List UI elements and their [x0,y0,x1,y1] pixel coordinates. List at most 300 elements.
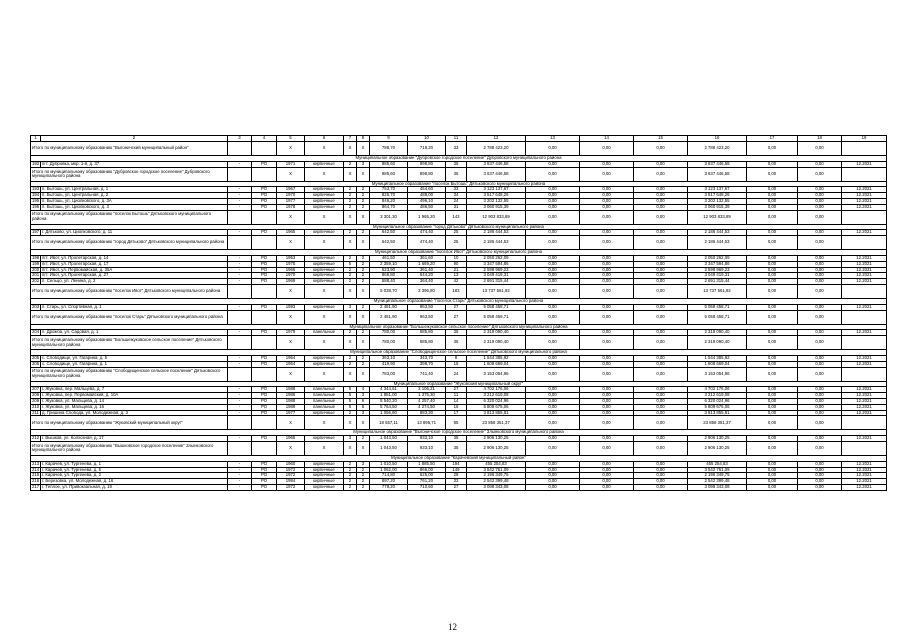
value-cell: - [228,330,252,336]
value-cell: РО [252,330,277,336]
value-cell: 343,70 [408,355,446,361]
value-cell: X [305,210,344,224]
value-cell: - [228,473,252,479]
value-cell: 0,00 [747,355,798,361]
value-cell: 0,00 [526,261,580,267]
value-cell: - [228,255,252,261]
value-cell: панельные [305,393,344,399]
value-cell: 2 [357,473,370,479]
value-cell [842,310,887,324]
value-cell: 0,00 [526,484,580,490]
value-cell: 24 [446,367,467,381]
value-cell: 0,00 [798,355,842,361]
value-cell: 90 [446,261,467,267]
value-cell: РО [252,304,277,310]
value-cell: кирпичные [305,193,344,199]
value-cell: 1 608 669,04 [467,361,526,367]
value-cell: 0,00 [526,336,580,350]
value-cell: 419,90 [370,361,408,367]
value-cell: X [277,367,305,381]
value-cell: X [305,310,344,324]
value-cell: 0,00 [526,304,580,310]
value-cell: 12.2021 [842,230,887,236]
value-cell: 1953 [277,255,305,261]
address-cell: пгт. Дубровка, мкр. 1-й, д. 37 [41,161,228,167]
value-cell: 1 062,00 [370,467,408,473]
value-cell: 36 [446,167,467,181]
value-cell: 2 [357,261,370,267]
value-cell: 0,00 [634,142,688,156]
value-cell: 6 [357,404,370,410]
value-cell: 0,00 [798,236,842,250]
value-cell: 0,00 [526,361,580,367]
row-number: 196 [32,204,40,209]
value-cell: 0,00 [634,187,688,193]
subtotal-label: Итого по муниципальному образованию "поселок Старь" Дятьковского муниципального района [31,310,228,324]
value-cell: 3 396,80 [408,284,446,298]
value-cell: 1 669,20 [408,261,446,267]
section-title: Муниципальное образование "Большежуковское сельское поселение" Дятьковского муниципального района [31,324,887,330]
value-cell: X [277,336,305,350]
value-cell: X [357,167,370,181]
subtotal-row [31,284,887,298]
value-cell: 363,10 [370,355,408,361]
row-number: 198 [32,255,40,261]
value-cell [228,441,252,455]
value-cell: 780,00 [370,336,408,350]
value-cell: 0,00 [526,436,580,442]
value-cell: 12.2021 [842,187,887,193]
value-cell: 1969 [277,279,305,285]
value-cell: 143 [446,210,467,224]
value-cell: 0,00 [747,479,798,485]
column-number-cell: 18 [798,136,842,142]
page-number: 12 [448,622,457,632]
value-cell: 364,40 [408,279,446,285]
subtotal-row [31,310,887,324]
value-cell: - [228,198,252,204]
value-cell: - [228,279,252,285]
value-cell: 2 788 423,20 [688,142,747,156]
row-number: 200 [32,267,40,272]
value-cell: 3 123 137,67 [467,187,526,193]
value-cell [252,310,277,324]
value-cell: - [228,161,252,167]
address-cell: г. Жуковка, пер. Первомайский, д. 10А [41,393,228,399]
value-cell: X [357,416,370,430]
value-cell: 12.2021 [842,304,887,310]
value-cell: 24 [446,198,467,204]
value-cell: 0,00 [580,387,634,393]
value-cell: кирпичные [305,484,344,490]
value-cell: 2 [357,361,370,367]
value-cell: 783,00 [370,367,408,381]
value-cell: 883,30 [408,410,446,416]
value-cell: 1970 [277,273,305,279]
value-cell: 0,00 [580,210,634,224]
value-cell: 2 [344,355,357,361]
value-cell: 0,00 [580,436,634,442]
value-cell: 0,00 [747,310,798,324]
value-cell: 0,00 [580,355,634,361]
value-cell: 0,00 [798,361,842,367]
value-cell: 4 344,61 [370,387,408,393]
value-cell: 0,00 [747,473,798,479]
value-cell: 1977 [277,198,305,204]
value-cell: - [228,479,252,485]
value-cell: 2 906 130,25 [688,441,747,455]
value-cell: 1970 [277,193,305,199]
value-cell: 0,00 [526,461,580,467]
value-cell: РО [252,355,277,361]
address-cell: п. Бытошь, ул. Циолковского, д. 3 [41,204,228,210]
value-cell: 0,00 [526,187,580,193]
value-cell: 0,00 [747,261,798,267]
value-cell: 0,00 [747,210,798,224]
value-cell: 1 375,30 [408,393,446,399]
value-cell: 5 809 675,06 [688,404,747,410]
value-cell: 0,00 [747,367,798,381]
value-cell: 149 [446,467,467,473]
value-cell: - [228,304,252,310]
row-number: 194 [32,192,40,198]
value-cell: 1 056,80 [370,410,408,416]
value-cell: 2 319 090,40 [467,330,526,336]
value-cell: 3 301,30 [370,210,408,224]
value-cell: 0,00 [634,441,688,455]
value-cell: 2 [344,484,357,490]
value-cell: кирпичные [305,410,344,416]
value-cell: 0,00 [634,255,688,261]
value-cell: 3 813 855,81 [688,410,747,416]
value-cell: 898,80 [408,167,446,181]
value-cell: X [277,416,305,430]
value-cell: 780,00 [370,330,408,336]
value-cell: 2 906 130,25 [467,436,526,442]
value-cell: 12.2021 [842,404,887,410]
value-cell: X [344,441,357,455]
value-cell: 0,00 [634,361,688,367]
value-cell [252,236,277,250]
value-cell: 0,00 [634,404,688,410]
value-cell: 1989 [277,404,305,410]
value-cell: 4 257,40 [408,398,446,404]
column-number-cell: 4 [252,136,277,142]
value-cell: 33 [446,479,467,485]
value-cell: 3 [357,393,370,399]
value-cell: 0,00 [798,367,842,381]
value-cell: 5 058 458,71 [688,310,747,324]
value-cell: - [228,355,252,361]
value-cell: - [228,204,252,210]
value-cell: 0,00 [798,484,842,490]
value-cell: 5 540,20 [370,398,408,404]
value-cell: 0,00 [634,279,688,285]
value-cell: 36 [446,330,467,336]
value-cell: 2 [344,267,357,273]
value-cell: кирпичные [305,198,344,204]
row-number: 208 [32,392,40,398]
value-cell: 2 [344,187,357,193]
subtotal-row [31,367,887,381]
value-cell: 714,80 [370,473,408,479]
value-cell: РО [252,467,277,473]
subtotal-row [31,336,887,350]
value-cell: 0,00 [526,410,580,416]
value-cell: 1965 [277,436,305,442]
value-cell: кирпичные [305,355,344,361]
value-cell: кирпичные [305,255,344,261]
value-cell: X [344,416,357,430]
row-number: 193 [32,186,40,192]
value-cell: 3 202 132,55 [688,198,747,204]
value-cell: 0,00 [747,255,798,261]
value-cell: 36 [446,161,467,167]
value-cell: 0,00 [580,167,634,181]
column-number-cell: 13 [526,136,580,142]
value-cell: 963,50 [408,310,446,324]
value-cell: - [228,484,252,490]
value-cell: 826,70 [370,193,408,199]
value-cell: 2 [357,279,370,285]
value-cell: 12.2021 [842,461,887,467]
value-cell: 0,00 [798,267,842,273]
value-cell: 2 186 444,53 [688,236,747,250]
subtotal-row [31,236,887,250]
value-cell: 5 [344,404,357,410]
value-cell: 588,40 [370,279,408,285]
value-cell: 0,00 [747,161,798,167]
column-number-cell: 3 [228,136,252,142]
value-cell: кирпичные [305,261,344,267]
value-cell: 2 598 969,23 [467,267,526,273]
value-cell [228,310,252,324]
value-cell: 8 [446,355,467,361]
value-cell: 0,00 [526,267,580,273]
value-cell: 3 517 648,26 [688,193,747,199]
value-cell: 0,00 [580,484,634,490]
value-cell: 0,00 [798,416,842,430]
value-cell: 0,00 [747,142,798,156]
value-cell: 10 [446,255,467,261]
value-cell: 0,00 [747,273,798,279]
value-cell: 2 [344,255,357,261]
value-cell: 0,00 [634,284,688,298]
value-cell: 3 105,21 [408,387,446,393]
address-cell: пгт. Ивот, ул. Первомайская, д. 35А [41,267,228,273]
value-cell: 2 319 090,40 [467,336,526,350]
value-cell: 0,00 [634,416,688,430]
value-cell: 0,00 [747,410,798,416]
value-cell: 488,00 [408,193,446,199]
value-cell: 1 043,50 [370,436,408,442]
value-cell: 1972 [277,484,305,490]
value-cell: - [228,273,252,279]
value-cell: 0,00 [634,387,688,393]
subtotal-label: Итого по муниципальному образованию "поселок Ивот" Дятьковского муниципального района [31,284,228,298]
value-cell: 0,00 [798,230,842,236]
value-cell: 0,00 [747,167,798,181]
value-cell: X [357,441,370,455]
value-cell: РО [252,404,277,410]
value-cell: 1964 [277,361,305,367]
value-cell: 644,20 [408,273,446,279]
value-cell [252,441,277,455]
value-cell: 17 [446,410,467,416]
value-cell: 0,00 [747,393,798,399]
value-cell [842,441,887,455]
value-cell: 25 [446,236,467,250]
value-cell: 2 [344,479,357,485]
value-cell: X [344,167,357,181]
value-cell: 0,00 [747,284,798,298]
row-number: 214 [32,467,40,472]
column-number-cell: 15 [634,136,688,142]
address-cell: г. Жуковка, ул. Мальцева, д. 16 [41,404,228,410]
value-cell: 0,00 [798,436,842,442]
subtotal-row [31,142,887,156]
row-number: 211 [32,410,39,415]
value-cell: РО [252,393,277,399]
value-cell: 1975 [277,261,305,267]
value-cell: 13 895,71 [408,416,446,430]
value-cell: РО [252,198,277,204]
row-number: 205 [32,355,40,361]
value-cell: 3 813 855,81 [467,410,526,416]
value-cell: 2 [357,267,370,273]
value-cell: 0,00 [634,461,688,467]
value-cell: 3 098 343,08 [688,484,747,490]
value-cell: 6 320 024,96 [688,398,747,404]
section-title: Муниципальное образование "поселок Ивот" Дятьковского муниципального района [31,250,887,256]
value-cell: 13 [446,273,467,279]
value-cell [842,416,887,430]
value-cell: 0,00 [747,416,798,430]
value-cell: 0,00 [747,441,798,455]
value-cell: - [228,361,252,367]
value-cell: панельные [305,398,344,404]
value-cell: 585,80 [408,336,446,350]
value-cell: 0,00 [747,404,798,410]
value-cell: РО [252,255,277,261]
value-cell: 0,00 [747,398,798,404]
value-cell: 455 254,83 [688,461,747,467]
value-cell: 585,80 [408,330,446,336]
column-number-cell: 5 [277,136,305,142]
row-number: 213 [32,461,40,466]
value-cell: 0,00 [747,467,798,473]
value-cell: 0,00 [798,441,842,455]
value-cell [842,367,887,381]
value-cell [252,167,277,181]
value-cell: 2 [344,230,357,236]
value-cell: 0,00 [747,236,798,250]
value-cell: - [228,393,252,399]
value-cell: РО [252,436,277,442]
value-cell: 2 [344,193,357,199]
value-cell: 461,50 [370,255,408,261]
value-cell [252,367,277,381]
value-cell: 0,00 [526,355,580,361]
value-cell: 4 274,50 [408,404,446,410]
value-cell: 5 058 458,71 [688,304,747,310]
value-cell [228,284,252,298]
value-cell: 0,00 [526,161,580,167]
value-cell: 0,00 [747,187,798,193]
value-cell: кирпичные [305,187,344,193]
subtotal-label: Итого по муниципальному образованию "Жуковский муниципальный округ" [31,416,228,430]
value-cell: 0,00 [798,336,842,350]
value-cell: 12.2021 [842,393,887,399]
value-cell: 12.2021 [842,273,887,279]
value-cell: 0,00 [747,461,798,467]
value-cell: 21 [446,267,467,273]
value-cell: 3 637 446,58 [467,161,526,167]
value-cell: 0,00 [580,161,634,167]
value-cell: 0,00 [634,330,688,336]
value-cell: 3 542 761,09 [688,467,747,473]
value-cell: 5 058 458,71 [467,304,526,310]
value-cell: 0,00 [634,393,688,399]
value-cell: 183 [446,284,467,298]
value-cell: 0,00 [798,261,842,267]
value-cell: 2 [357,255,370,261]
value-cell: 2 [344,279,357,285]
address-cell: п. Сельцо, ул. Ленина, д. 2 [41,279,228,285]
value-cell: РО [252,387,277,393]
value-cell: 1960 [277,461,305,467]
value-cell: 0,00 [634,336,688,350]
value-cell: 0,00 [526,467,580,473]
value-cell: 361,40 [408,267,446,273]
value-cell: 0,00 [580,230,634,236]
value-cell: 778,20 [370,484,408,490]
value-cell: 12.2021 [842,467,887,473]
value-cell: 3 637 446,58 [688,167,747,181]
value-cell: 398,70 [408,361,446,367]
value-cell: X [357,236,370,250]
value-cell: 2 186 444,53 [688,230,747,236]
value-cell: - [228,467,252,473]
value-cell: 1966 [277,267,305,273]
value-cell: 0,00 [747,267,798,273]
value-cell: 2 196 349,75 [688,473,747,479]
value-cell: РО [252,479,277,485]
value-cell: 5 [344,398,357,404]
value-cell [252,284,277,298]
value-cell [252,336,277,350]
value-cell: 1965 [277,230,305,236]
value-cell: 0,00 [580,255,634,261]
column-number-cell: 11 [446,136,467,142]
value-cell: 25 [446,230,467,236]
value-cell: 0,00 [526,330,580,336]
row-number: 202 [32,278,40,284]
value-cell: 3 347 594,86 [688,261,747,267]
value-cell: 3 049 419,31 [467,273,526,279]
value-cell: 0,00 [747,304,798,310]
value-cell: 4 702 176,06 [688,387,747,393]
value-cell: 0,00 [580,441,634,455]
value-cell: 1993 [277,304,305,310]
value-cell [228,416,252,430]
value-cell: 0,00 [747,436,798,442]
value-cell: 0,00 [798,404,842,410]
value-cell: 2 542 399,48 [467,479,526,485]
row-number: 199 [32,261,40,266]
value-cell: 963,50 [408,304,446,310]
housing-register-table [30,135,887,491]
